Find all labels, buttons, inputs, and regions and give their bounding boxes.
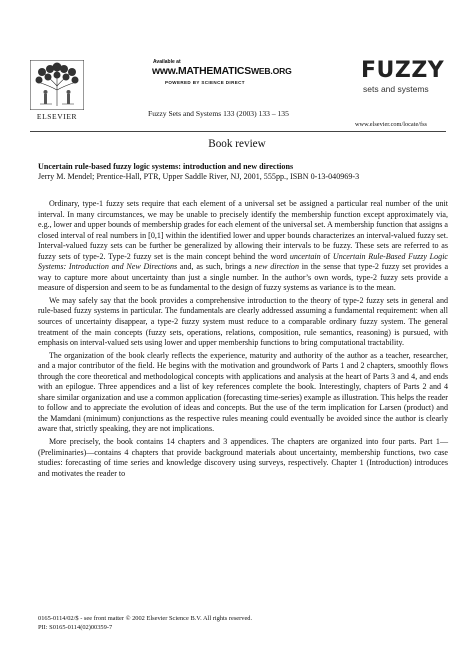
journal-citation: Fuzzy Sets and Systems 133 (2003) 133 – 135: [148, 109, 289, 118]
journal-url[interactable]: www.elsevier.com/locate/fss: [355, 121, 427, 128]
p1-emph-book-title: Uncertain Rule-Based Fuzzy Logic Systems: Introduction and New Directions: [38, 251, 449, 272]
p1-text-c: and, as such, brings a: [177, 262, 255, 272]
paragraph-3: The organization of the book clearly reflects the experience, maturity and authority of the author as a teacher, researcher, and a major contributor of the field. He begins with the motivation and groundwork of Parts 1 and 2 chapters, smoothly flows through the core theoretical and methodological concepts with applications and analysis at the heart of Parts 3 and 4, and ends with an epilogue. Three appendices and a list of key references complete the book. Interestingly, chapters of Parts 2 and 4 share similar organization and use a common application (forecasting time-series) example as illustration. This helps the reader to follow and to appreciate the evolution of ideas and concepts. But the use of the term implication for Larsen (product) and the Mamdani (minimum) conjunctions as the respective rules meaning could eventually be avoided since the author is clearly aware that, strictly speaking, they are not implications.: [38, 350, 448, 434]
article-header: [0, 0, 474, 148]
available-at-label: Available at: [153, 59, 181, 65]
mathweb-main: www.MATHEMATICS: [152, 66, 251, 77]
p1-emph-uncertain: uncertain: [289, 251, 321, 261]
mathematicsweb-link[interactable]: [152, 66, 292, 77]
journal-logo-subtitle: sets and systems: [363, 84, 429, 94]
powered-by-label: POWERED BY SCIENCE DIRECT: [165, 80, 245, 85]
section-title: Book review: [208, 138, 266, 150]
book-publication-info: Jerry M. Mendel; Prentice-Hall, PTR, Upper Saddle River, NJ, 2001, 555pp., ISBN 0-13-040969-3: [38, 172, 360, 181]
p1-emph-new-direction: new direction: [254, 262, 299, 272]
paragraph-2: We may safely say that the book provides a comprehensive introduction to the theory of type-2 fuzzy sets in general and rule-based fuzzy systems in particular. The fundamentals are clearly addressed assuming a fundamental requirement: when all sources of uncertainty disappear, a type-2 fuzzy system must reduce to a comparable ordinary fuzzy system. The general treatment of the main concepts (fuzzy sets, operations, relations, composition, rule semantics, reasoning) is pursued, with emphasis on interval-valued sets using lower and upper membership functions to bring computational tractability.: [38, 295, 448, 348]
copyright-line: 0165-0114/02/$ - see front matter © 2002 Elsevier Science B.V. All rights reserved.: [38, 615, 253, 622]
p1-text-a: Ordinary, type-1 fuzzy sets require that each element of a universal set be assigned a particular real number of the unit interval. In many circumstances, we may be unable to precisely identify the membership function except approximately via, e.g., lower and upper bounds of membership grades for each element of the universal set. A membership function that assigns a closed interval of real numbers in [0,1] within the identified lower and upper bounds characterizes an interval-valued fuzzy set. Interval-valued fuzzy sets can be further be generalized by allowing their intervals to be fuzzy. These sets are referred to as fuzzy sets of type-2. Type-2 fuzzy set is the main concept behind the word: [38, 199, 448, 261]
journal-logo: [361, 58, 445, 118]
header-divider: [30, 131, 446, 132]
paragraph-1: [38, 199, 448, 294]
elsevier-tree-icon: [30, 60, 84, 110]
book-title: Uncertain rule-based fuzzy logic systems: introduction and new directions: [38, 162, 294, 171]
p1-text-b: of: [320, 251, 333, 261]
elsevier-logo: [30, 60, 84, 116]
copyright-footer: [38, 615, 448, 632]
mathweb-suffix: WEB.ORG: [250, 66, 292, 76]
paragraph-4: More precisely, the book contains 14 chapters and 3 appendices. The chapters are organized into four parts. Part 1—(Preliminaries)—contains 4 chapters that provide background materials about uncertainty, membership functions, two case studies: forecasting of time series and knowledge discovery using surveys, respectively. Chapter 1 (Introduction) introduces and motivates the reader to: [38, 437, 448, 478]
p1-text-d: in the sense that type-2 fuzzy set provides a way to capture more about uncertainty than just a single number. In the author’s own words, type-2 fuzzy sets provide a measure of dispersion and seem to be as fundamental to the design of fuzzy systems as variance is to the mean.: [38, 262, 449, 293]
pii-line: PII: S0165-0114(02)00359-7: [38, 623, 113, 631]
journal-logo-title: FUZZY: [361, 58, 445, 83]
review-body: [38, 199, 448, 481]
publisher-name: ELSEVIER: [36, 112, 78, 121]
